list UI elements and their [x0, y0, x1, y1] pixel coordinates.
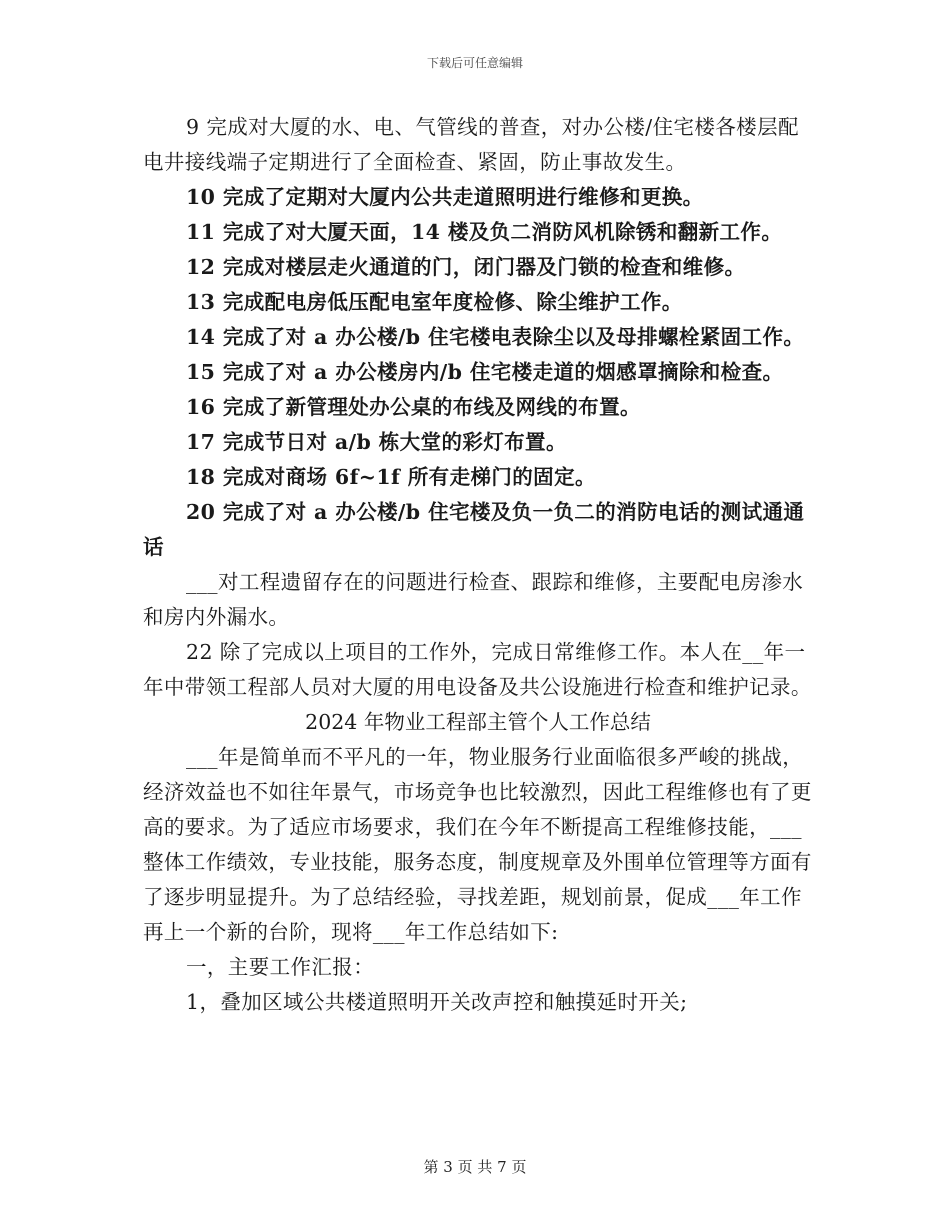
document-body — [143, 110, 813, 1020]
list-item: ___对工程遗留存在的问题进行检查、跟踪和维修，主要配电房渗水和房内外漏水。 — [143, 570, 804, 629]
intro-paragraph: ___年是简单而不平凡的一年，物业服务行业面临很多严峻的挑战，经济效益也不如往年景气，市场竞争也比较激烈，因此工程维修也有了更高的要求。为了适应市场要求，我们在今年不断提高工程维修技能，___整体工作绩效，专业技能，服务态度，制度规章及外围单位管理等方面有了逐步明显提升。为了总结经验，寻找差距，规划前景，促成___年工作再上一个新的台阶，现将___年工作总结如下: — [143, 745, 812, 944]
list-item: 11 完成了对大厦天面，14 楼及负二消防风机除锈和翻新工作。 — [186, 220, 783, 244]
list-item: 16 完成了新管理处办公桌的布线及网线的布置。 — [186, 395, 641, 419]
list-item: 9 完成对大厦的水、电、气管线的普查，对办公楼/住宅楼各楼层配电井接线端子定期进行了全面检查、紧固，防止事故发生。 — [143, 115, 799, 174]
section-heading: 一，主要工作汇报： — [186, 955, 375, 979]
list-item: 22 除了完成以上项目的工作外，完成日常维修工作。本人在__年一年中带领工程部人员对大厦的用电设备及共公设施进行检查和维护记录。 — [143, 640, 812, 699]
list-item: 13 完成配电房低压配电室年度检修、除尘维护工作。 — [186, 290, 683, 314]
list-item: 15 完成了对 a 办公楼房内/b 住宅楼走道的烟感罩摘除和检查。 — [186, 360, 784, 384]
list-item: 1，叠加区域公共楼道照明开关改声控和触摸延时开关; — [186, 990, 688, 1014]
page-header: 下载后可任意编辑 — [426, 56, 523, 70]
list-item: 20 完成了对 a 办公楼/b 住宅楼及负一负二的消防电话的测试通通话 — [143, 500, 805, 559]
list-item: 18 完成对商场 6f~1f 所有走梯门的固定。 — [186, 465, 596, 489]
list-item: 12 完成对楼层走火通道的门，闭门器及门锁的检查和维修。 — [186, 255, 746, 279]
list-item: 10 完成了定期对大厦内公共走道照明进行维修和更换。 — [186, 185, 704, 209]
page-footer: 第 3 页 共 7 页 — [423, 1158, 527, 1176]
list-item: 14 完成了对 a 办公楼/b 住宅楼电表除尘以及母排螺栓紧固工作。 — [186, 325, 805, 349]
section-title: 2024 年物业工程部主管个人工作总结 — [305, 710, 651, 734]
list-item: 17 完成节日对 a/b 栋大堂的彩灯布置。 — [186, 430, 567, 454]
